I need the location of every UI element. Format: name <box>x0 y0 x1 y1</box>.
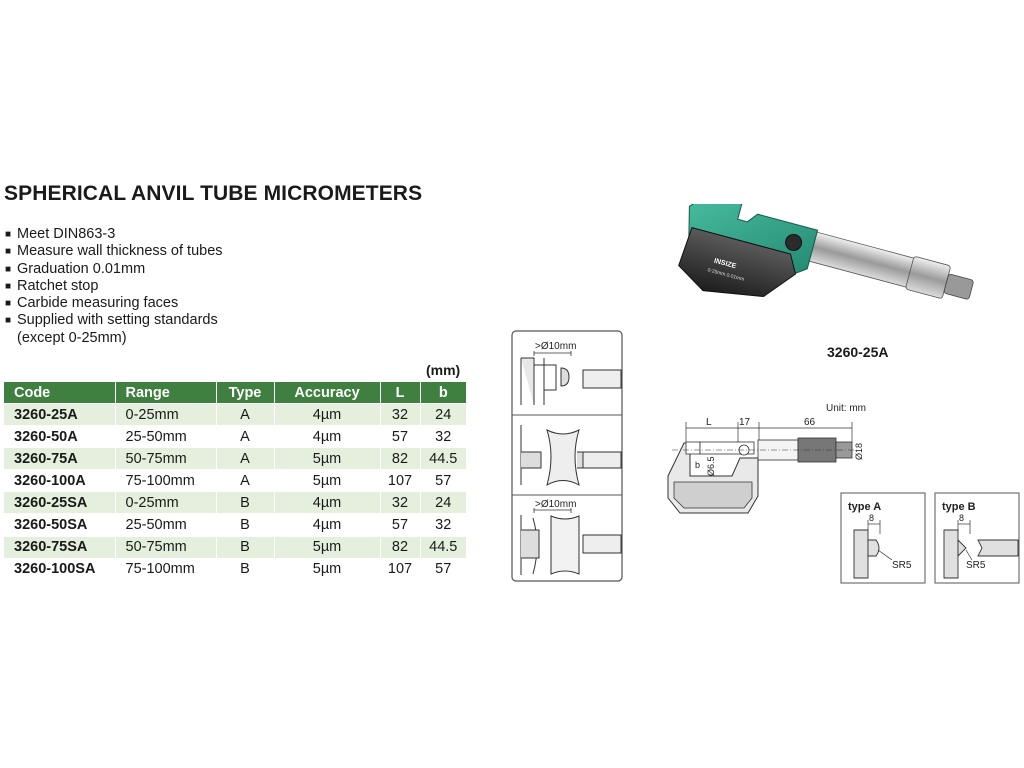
feature-item: ■ Graduation 0.01mm <box>5 260 146 277</box>
cell-code: 3260-100SA <box>4 558 115 580</box>
cell-type: B <box>216 492 274 514</box>
table-row <box>4 536 466 558</box>
cell-type: A <box>216 470 274 492</box>
cell-l: 82 <box>380 448 420 470</box>
feature-item-continued: (except 0-25mm) <box>17 329 127 346</box>
dim-d18: Ø18 <box>854 442 864 460</box>
table-row <box>4 470 466 492</box>
cell-b: 24 <box>420 492 466 514</box>
product-photo <box>666 204 986 349</box>
type-b-label: type B <box>942 501 976 513</box>
cell-b: 32 <box>420 426 466 448</box>
cell-range: 75-100mm <box>115 470 216 492</box>
cell-code: 3260-75A <box>4 448 115 470</box>
feature-item: ■ Supplied with setting standards <box>5 312 218 329</box>
table-row <box>4 492 466 514</box>
type-a-radius: SR5 <box>892 560 912 571</box>
frame-label: 0-25mm 0.01mm <box>706 267 745 283</box>
feature-item: ■ Ratchet stop <box>5 277 99 294</box>
column-header-b: b <box>420 382 466 404</box>
sleeve <box>809 232 923 289</box>
cell-accuracy: 4µm <box>274 514 380 536</box>
cell-accuracy: 4µm <box>274 492 380 514</box>
cell-type: A <box>216 448 274 470</box>
bullet-icon: ■ <box>5 246 12 258</box>
cell-accuracy: 5µm <box>274 536 380 558</box>
type-a-detail <box>840 492 926 584</box>
table-row <box>4 426 466 448</box>
cell-l: 32 <box>380 404 420 426</box>
cell-range: 50-75mm <box>115 448 216 470</box>
usage-label-bottom: >Ø10mm <box>535 499 577 510</box>
cell-l: 107 <box>380 470 420 492</box>
bullet-icon: ■ <box>5 263 12 275</box>
table-row <box>4 404 466 426</box>
column-header-code: Code <box>4 382 115 404</box>
table-row <box>4 514 466 536</box>
column-header-range: Range <box>115 382 216 404</box>
feature-item: ■ Measure wall thickness of tubes <box>5 243 223 260</box>
cell-l: 82 <box>380 536 420 558</box>
cell-code: 3260-50A <box>4 426 115 448</box>
cell-l: 32 <box>380 492 420 514</box>
type-a-dim: 8 <box>869 513 875 523</box>
cell-type: B <box>216 558 274 580</box>
cell-l: 57 <box>380 426 420 448</box>
bullet-icon: ■ <box>5 280 12 292</box>
cell-type: B <box>216 514 274 536</box>
cell-b: 32 <box>420 514 466 536</box>
feature-item: ■ Meet DIN863-3 <box>5 226 116 242</box>
cell-l: 107 <box>380 558 420 580</box>
column-header-l: L <box>380 382 420 404</box>
cell-b: 57 <box>420 470 466 492</box>
cell-code: 3260-100A <box>4 470 115 492</box>
cell-type: A <box>216 404 274 426</box>
feature-item: ■ Carbide measuring faces <box>5 295 179 312</box>
dim-l: L <box>706 417 712 428</box>
cell-l: 57 <box>380 514 420 536</box>
table-row <box>4 558 466 580</box>
table-row <box>4 448 466 470</box>
cell-accuracy: 4µm <box>274 404 380 426</box>
column-header-type: Type <box>216 382 274 404</box>
cell-range: 25-50mm <box>115 426 216 448</box>
bullet-icon: ■ <box>5 315 12 327</box>
cell-b: 24 <box>420 404 466 426</box>
bullet-icon: ■ <box>5 298 12 310</box>
cell-accuracy: 5µm <box>274 448 380 470</box>
cell-code: 3260-75SA <box>4 536 115 558</box>
cell-code: 3260-25SA <box>4 492 115 514</box>
cell-accuracy: 4µm <box>274 426 380 448</box>
usage-diagram <box>511 330 623 582</box>
type-b-radius: SR5 <box>966 560 986 571</box>
feature-list <box>4 226 223 347</box>
ratchet-stop <box>944 274 974 300</box>
brand-logo: INSIZE <box>713 257 737 271</box>
dim-b: b <box>695 460 701 470</box>
cell-b: 44.5 <box>420 448 466 470</box>
photo-caption: 3260-25A <box>827 344 889 360</box>
dim-66: 66 <box>804 417 816 428</box>
cell-type: A <box>216 426 274 448</box>
spec-table <box>4 382 466 580</box>
cell-range: 0-25mm <box>115 492 216 514</box>
cell-range: 0-25mm <box>115 404 216 426</box>
cell-b: 44.5 <box>420 536 466 558</box>
dim-d65: Ø6.5 <box>706 456 716 476</box>
table-unit-label: (mm) <box>426 362 461 378</box>
cell-b: 57 <box>420 558 466 580</box>
cell-accuracy: 5µm <box>274 470 380 492</box>
dim-17: 17 <box>739 417 751 428</box>
column-header-accuracy: Accuracy <box>274 382 380 404</box>
cell-code: 3260-50SA <box>4 514 115 536</box>
usage-label-top: >Ø10mm <box>535 341 577 352</box>
cell-accuracy: 5µm <box>274 558 380 580</box>
type-b-detail <box>934 492 1020 584</box>
type-b-dim: 8 <box>959 513 965 523</box>
unit-label: Unit: mm <box>826 403 866 414</box>
page-title: SPHERICAL ANVIL TUBE MICROMETERS <box>4 182 423 205</box>
cell-range: 25-50mm <box>115 514 216 536</box>
cell-type: B <box>216 536 274 558</box>
table-header-row <box>4 382 466 404</box>
type-a-label: type A <box>848 501 882 513</box>
bullet-icon: ■ <box>5 229 12 240</box>
cell-code: 3260-25A <box>4 404 115 426</box>
cell-range: 75-100mm <box>115 558 216 580</box>
cell-range: 50-75mm <box>115 536 216 558</box>
